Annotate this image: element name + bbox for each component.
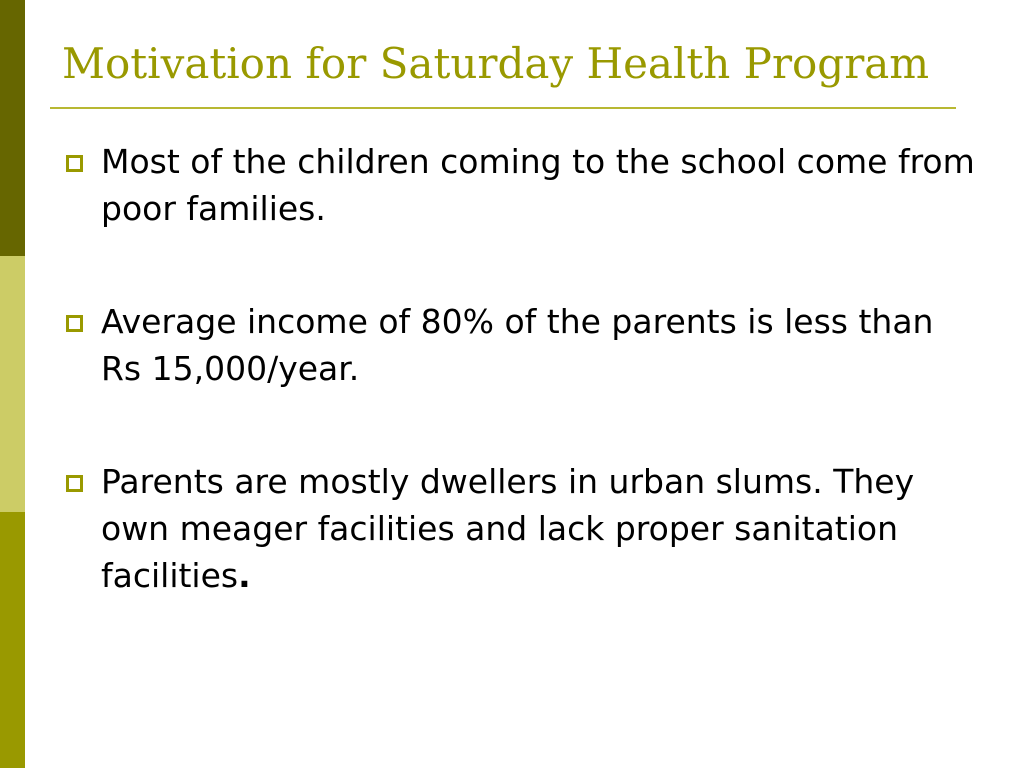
bullet-text-period: . — [238, 556, 251, 595]
hollow-square-bullet-icon — [66, 475, 83, 492]
bullet-text: Most of the children coming to the school come from poor families. — [101, 142, 996, 228]
slide-title: Motivation for Saturday Health Program — [62, 39, 930, 88]
hollow-square-bullet-icon — [66, 315, 83, 332]
bullet-text-wrapper — [101, 458, 983, 599]
side-bar-middle-segment — [0, 256, 25, 512]
hollow-square-bullet-icon — [66, 155, 83, 172]
title-underline — [50, 107, 956, 109]
bullet-item — [63, 138, 996, 232]
bullet-item — [63, 298, 983, 392]
bullet-text: Parents are mostly dwellers in urban slums. They own meager facilities and lack proper sanitation facilities — [101, 462, 925, 595]
bullet-item — [63, 458, 983, 599]
bullet-list — [63, 138, 996, 599]
side-bar-bottom-segment — [0, 512, 25, 768]
bullet-text: Average income of 80% of the parents is less than Rs 15,000/year. — [101, 302, 944, 388]
side-bar-top-segment — [0, 0, 25, 256]
